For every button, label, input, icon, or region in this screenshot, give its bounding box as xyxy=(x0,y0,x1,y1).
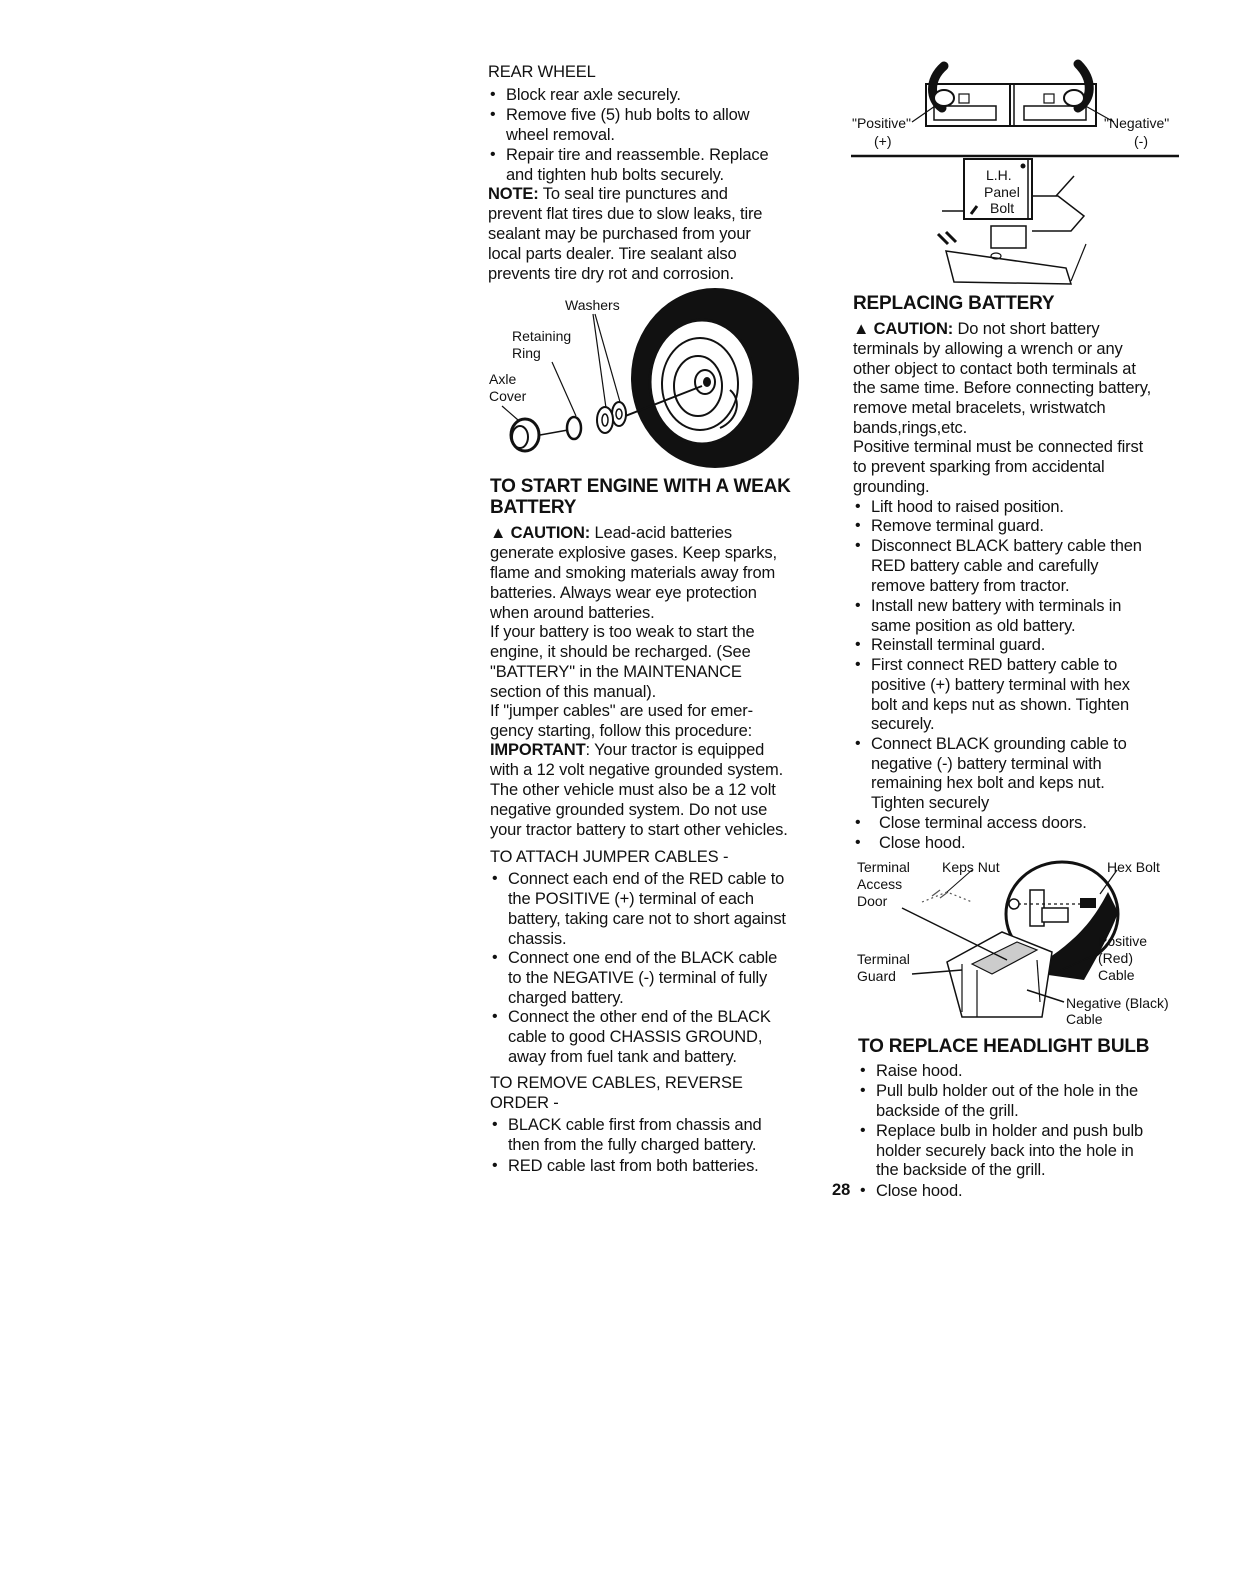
list-item: • Connect each end of the RED cable to xyxy=(492,870,785,888)
caution-line: remove metal bracelets, wristwatch xyxy=(853,399,1106,417)
list-item-continued: positive (+) battery terminal with hex xyxy=(871,676,1130,694)
remove-title: TO REMOVE CABLES, REVERSE xyxy=(490,1074,743,1092)
recharge-line: "BATTERY" in the MAINTENANCE xyxy=(490,663,742,681)
plus-label: (+) xyxy=(874,133,892,149)
warning-triangle-icon: ▲ xyxy=(853,320,870,338)
caution-line: ▲ CAUTION: Lead-acid batteries xyxy=(490,524,733,542)
warning-triangle-icon: ▲ xyxy=(490,524,507,542)
caution-line: generate explosive gases. Keep sparks, xyxy=(490,544,777,562)
list-item: • BLACK cable first from chassis and xyxy=(492,1116,762,1134)
battery-panel-diagram xyxy=(846,56,1186,291)
washers-label: Washers xyxy=(565,297,620,313)
list-item: • Raise hood. xyxy=(860,1062,963,1080)
red-label: (Red) xyxy=(1098,950,1134,966)
negative-label: "Negative" xyxy=(1104,115,1170,131)
list-item: • Reinstall terminal guard. xyxy=(855,636,1046,654)
guard-label: Guard xyxy=(857,968,896,984)
important-line: negative grounded system. Do not use xyxy=(490,801,768,819)
note-line: sealant may be purchased from your xyxy=(488,225,751,243)
list-item-continued: RED battery cable and carefully xyxy=(871,557,1099,575)
list-item-continued: cable to good CHASSIS GROUND, xyxy=(508,1028,763,1046)
positive-label: "Positive" xyxy=(852,115,911,131)
terminal-label: Terminal xyxy=(857,859,910,875)
note-line: NOTE: To seal tire punctures and xyxy=(488,185,728,203)
ring-label: Ring xyxy=(512,345,541,361)
weak-battery-heading: TO START ENGINE WITH A WEAK xyxy=(490,476,791,497)
list-item: • First connect RED battery cable to xyxy=(855,656,1118,674)
list-item: • Connect the other end of the BLACK xyxy=(492,1008,771,1026)
cable-label-2: Cable xyxy=(1066,1011,1103,1027)
caution-line: other object to contact both terminals at xyxy=(853,360,1136,378)
battery-terminal-diagram xyxy=(852,852,1192,1032)
note-line: prevent flat tires due to slow leaks, tire xyxy=(488,205,763,223)
attach-title: TO ATTACH JUMPER CABLES - xyxy=(490,848,729,866)
important-line: IMPORTANT: Your tractor is equipped xyxy=(490,741,765,759)
retaining-label: Retaining xyxy=(512,328,572,344)
list-item-continued: holder securely back into the hole in xyxy=(876,1142,1134,1160)
positive-first-line: Positive terminal must be connected first xyxy=(853,438,1144,456)
list-item: • Remove terminal guard. xyxy=(855,517,1044,535)
recharge-line: section of this manual). xyxy=(490,683,657,701)
important-line: The other vehicle must also be a 12 volt xyxy=(490,781,776,799)
list-item-continued: then from the fully charged battery. xyxy=(508,1136,757,1154)
list-item-continued: charged battery. xyxy=(508,989,624,1007)
jumper-line: gency starting, follow this procedure: xyxy=(490,722,753,740)
list-item: • Repair tire and reassemble. Replace xyxy=(490,146,769,164)
positive-red-label: Positive xyxy=(1098,933,1148,949)
list-item: • RED cable last from both batteries. xyxy=(492,1157,759,1175)
caution-line: ▲ CAUTION: Do not short battery xyxy=(853,320,1100,338)
list-item: • Lift hood to raised position. xyxy=(855,498,1064,516)
replacing-battery-heading: REPLACING BATTERY xyxy=(853,293,1055,314)
remove-title: ORDER - xyxy=(490,1094,559,1112)
positive-first-line: to prevent sparking from accidental xyxy=(853,458,1105,476)
door-label: Door xyxy=(857,893,888,909)
note-line: prevents tire dry rot and corrosion. xyxy=(488,265,734,283)
rear-wheel-diagram xyxy=(480,290,820,475)
panel-label: Panel xyxy=(984,184,1020,200)
list-item-continued: negative (-) battery terminal with xyxy=(871,755,1102,773)
important-line: with a 12 volt negative grounded system. xyxy=(490,761,784,779)
list-item-continued: Tighten securely xyxy=(871,794,990,812)
list-item-continued: the POSITIVE (+) terminal of each xyxy=(508,890,754,908)
important-line: your tractor battery to start other vehicles. xyxy=(490,821,788,839)
list-item-continued: the backside of the grill. xyxy=(876,1161,1046,1179)
bolt-label: Bolt xyxy=(990,200,1015,216)
list-item-continued: securely. xyxy=(871,715,935,733)
minus-label: (-) xyxy=(1134,133,1148,149)
list-item-continued: battery, taking care not to short against xyxy=(508,910,786,928)
list-item: • Install new battery with terminals in xyxy=(855,597,1122,615)
caution-line: batteries. Always wear eye protection xyxy=(490,584,757,602)
rear-wheel-title: REAR WHEEL xyxy=(488,63,596,81)
weak-battery-heading: BATTERY xyxy=(490,497,577,518)
list-item: • Connect BLACK grounding cable to xyxy=(855,735,1127,753)
list-item: • Connect one end of the BLACK cable xyxy=(492,949,778,967)
list-item-continued: wheel removal. xyxy=(506,126,615,144)
lh-label: L.H. xyxy=(986,167,1012,183)
headlight-heading: TO REPLACE HEADLIGHT BULB xyxy=(858,1036,1150,1057)
caution-line: bands,rings,etc. xyxy=(853,419,968,437)
list-item-continued: chassis. xyxy=(508,930,567,948)
jumper-line: If "jumper cables" are used for emer- xyxy=(490,702,753,720)
list-item-continued: same position as old battery. xyxy=(871,617,1076,635)
list-item: • Block rear axle securely. xyxy=(490,86,681,104)
list-item-continued: bolt and keps nut as shown. Tighten xyxy=(871,696,1130,714)
list-item: • Replace bulb in holder and push bulb xyxy=(860,1122,1144,1140)
note-line: local parts dealer. Tire sealant also xyxy=(488,245,737,263)
caution-line: when around batteries. xyxy=(490,604,655,622)
positive-first-line: grounding. xyxy=(853,478,930,496)
keps-nut-label: Keps Nut xyxy=(942,859,1000,875)
list-item: • Disconnect BLACK battery cable then xyxy=(855,537,1142,555)
list-item-continued: away from fuel tank and battery. xyxy=(508,1048,737,1066)
caution-line: flame and smoking materials away from xyxy=(490,564,776,582)
list-item: • Remove five (5) hub bolts to allow xyxy=(490,106,750,124)
access-label: Access xyxy=(857,876,903,892)
cover-label: Cover xyxy=(489,388,527,404)
list-item-continued: remove battery from tractor. xyxy=(871,577,1070,595)
recharge-line: engine, it should be recharged. (See xyxy=(490,643,751,661)
page-number: 28 xyxy=(832,1181,851,1199)
hex-bolt-label: Hex Bolt xyxy=(1107,859,1160,875)
axle-label: Axle xyxy=(489,371,517,387)
list-item-continued: to the NEGATIVE (-) terminal of fully xyxy=(508,969,768,987)
list-item-continued: and tighten hub bolts securely. xyxy=(506,166,724,184)
terminal-guard-label: Terminal xyxy=(857,951,910,967)
list-item: • Pull bulb holder out of the hole in the xyxy=(860,1082,1139,1100)
caution-line: the same time. Before connecting battery, xyxy=(853,379,1152,397)
list-item-continued: backside of the grill. xyxy=(876,1102,1019,1120)
recharge-line: If your battery is too weak to start the xyxy=(490,623,755,641)
caution-line: terminals by allowing a wrench or any xyxy=(853,340,1123,358)
list-item: • Close terminal access doors. xyxy=(855,814,1087,832)
list-item: • Close hood. xyxy=(860,1182,963,1200)
list-item: • Close hood. xyxy=(855,834,966,852)
cable-label: Cable xyxy=(1098,967,1135,983)
list-item-continued: remaining hex bolt and keps nut. xyxy=(871,774,1105,792)
negative-black-label: Negative (Black) xyxy=(1066,995,1169,1011)
